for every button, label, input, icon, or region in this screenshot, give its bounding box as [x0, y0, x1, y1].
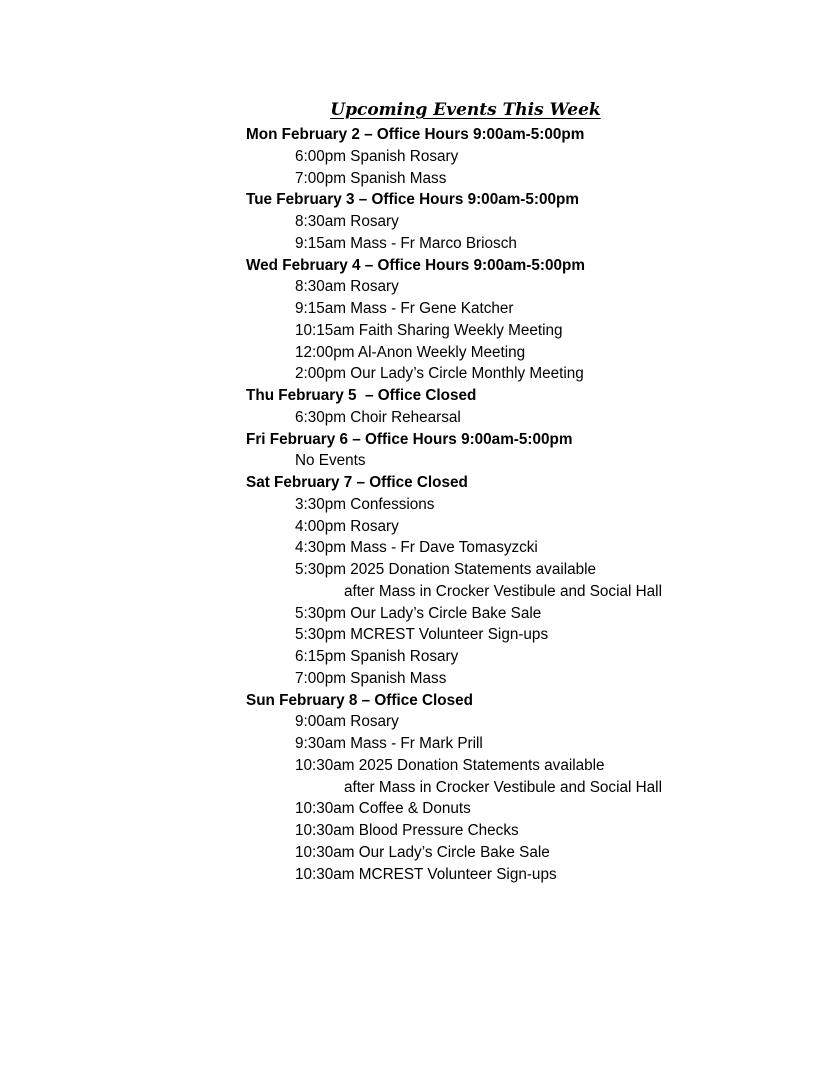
page-title: Upcoming Events This Week — [330, 100, 601, 120]
day-section — [246, 255, 806, 386]
day-section — [246, 690, 806, 886]
event-item: 10:30am Coffee & Donuts — [295, 800, 471, 818]
event-item: 9:00am Rosary — [295, 713, 399, 731]
event-item: 10:15am Faith Sharing Weekly Meeting — [295, 321, 563, 339]
event-item: 12:00pm Al-Anon Weekly Meeting — [295, 343, 526, 361]
event-item: 7:00pm Spanish Mass — [295, 169, 447, 187]
day-heading: Mon February 2 – Office Hours 9:00am-5:00pm — [246, 126, 585, 143]
event-item: 10:30am Our Lady’s Circle Bake Sale — [295, 843, 550, 861]
event-item: 6:30pm Choir Rehearsal — [295, 408, 461, 426]
event-item: 9:30am Mass - Fr Mark Prill — [295, 735, 483, 752]
day-section — [246, 385, 806, 429]
event-item: 7:00pm Spanish Mass — [295, 669, 447, 687]
event-item-continuation: after Mass in Crocker Vestibule and Social Hall — [344, 582, 662, 600]
day-section — [246, 472, 806, 690]
weekly-schedule — [246, 124, 806, 885]
day-heading: Thu February 5 – Office Closed — [246, 387, 477, 404]
event-item: 9:15am Mass - Fr Gene Katcher — [295, 300, 514, 317]
event-item: 2:00pm Our Lady’s Circle Monthly Meeting — [295, 365, 584, 383]
event-item: 10:30am Blood Pressure Checks — [295, 822, 519, 839]
event-item: 10:30am 2025 Donation Statements available — [295, 756, 605, 774]
event-item: 3:30pm Confessions — [295, 495, 435, 513]
event-item: 5:30pm 2025 Donation Statements available — [295, 561, 597, 578]
event-item: 4:00pm Rosary — [295, 517, 399, 535]
day-heading: Sat February 7 – Office Closed — [246, 474, 468, 491]
event-item: 4:30pm Mass - Fr Dave Tomasyzcki — [295, 539, 538, 557]
day-heading: Fri February 6 – Office Hours 9:00am-5:00pm — [246, 430, 573, 448]
event-item-continuation: after Mass in Crocker Vestibule and Social Hall — [344, 778, 662, 796]
event-item: 8:30am Rosary — [295, 213, 399, 230]
event-item: 5:30pm Our Lady’s Circle Bake Sale — [295, 604, 542, 622]
day-section — [246, 124, 806, 189]
event-item: 8:30am Rosary — [295, 278, 399, 296]
event-item: No Events — [295, 452, 366, 470]
event-item: 6:15pm Spanish Rosary — [295, 648, 459, 665]
event-item: 5:30pm MCREST Volunteer Sign-ups — [295, 626, 549, 644]
day-heading: Wed February 4 – Office Hours 9:00am-5:00pm — [246, 256, 585, 274]
day-section — [246, 189, 806, 254]
day-heading: Tue February 3 – Office Hours 9:00am-5:00pm — [246, 191, 579, 209]
event-item: 9:15am Mass - Fr Marco Briosch — [295, 234, 517, 252]
day-section — [246, 429, 806, 473]
event-item: 10:30am MCREST Volunteer Sign-ups — [295, 865, 557, 883]
day-heading: Sun February 8 – Office Closed — [246, 691, 473, 709]
event-item: 6:00pm Spanish Rosary — [295, 147, 459, 165]
